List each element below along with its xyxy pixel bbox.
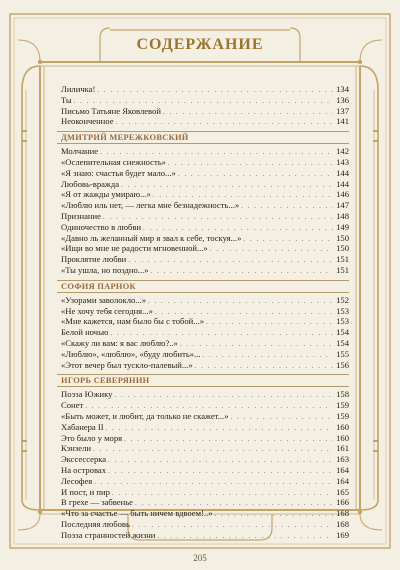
dot-leader xyxy=(195,361,333,372)
toc-entry xyxy=(57,306,349,317)
toc-entry-page: 158 xyxy=(336,389,349,400)
dot-leader xyxy=(128,255,333,266)
toc-entry xyxy=(57,243,349,254)
toc-entry-page: 152 xyxy=(336,294,349,305)
toc-entry-page: 142 xyxy=(336,146,349,157)
dot-leader xyxy=(132,520,333,531)
dot-leader xyxy=(202,350,333,361)
dot-leader xyxy=(148,296,333,307)
toc-entry-title: «Люблю иль нет, — легка мне безнадежность...» xyxy=(61,200,240,211)
toc-entry-page: 164 xyxy=(336,464,349,475)
dot-leader xyxy=(178,169,333,180)
toc-entry-page: 168 xyxy=(336,508,349,519)
toc-entry-title: «Я от жажды умираю...» xyxy=(61,189,151,200)
toc-entry-title: Лесофея xyxy=(61,475,93,486)
toc-entry-page: 165 xyxy=(336,486,349,497)
dot-leader xyxy=(163,107,333,118)
toc-entry xyxy=(57,179,349,190)
toc-entry-title: Проклятие любви xyxy=(61,254,127,265)
toc-entry xyxy=(57,146,349,157)
toc-entry-title: Сонет xyxy=(61,400,84,411)
toc-entry xyxy=(57,168,349,179)
toc-entry xyxy=(57,349,349,360)
toc-entry-page: 166 xyxy=(336,497,349,508)
toc-entry xyxy=(57,411,349,422)
toc-entry-title: Неоконченное xyxy=(61,116,114,127)
toc-entry xyxy=(57,157,349,168)
toc-entry-title: Письмо Татьяне Яковлевой xyxy=(61,105,161,116)
dot-leader xyxy=(116,117,333,128)
toc-entry xyxy=(57,360,349,371)
toc-entry-page: 153 xyxy=(336,305,349,316)
table-of-contents xyxy=(57,84,349,540)
toc-entry xyxy=(57,211,349,222)
toc-entry-page: 159 xyxy=(336,410,349,421)
toc-entry-title: Любовь-вражда xyxy=(61,178,120,189)
toc-entry xyxy=(57,233,349,244)
dot-leader xyxy=(94,477,333,488)
toc-entry-title: Кэнзели xyxy=(61,443,92,454)
toc-entry-title: «Ты ушла, но поздно...» xyxy=(61,264,149,275)
toc-entry-title: Одиночество в любви xyxy=(61,221,142,232)
toc-entry-title: «Ослепительная снежность» xyxy=(61,156,166,167)
toc-entry-page: 160 xyxy=(336,421,349,432)
dot-leader xyxy=(108,466,333,477)
dot-leader xyxy=(231,412,333,423)
dot-leader xyxy=(151,266,333,277)
dot-leader xyxy=(157,531,333,542)
toc-entry-title: «Быть может, и любит, да только не скажет...» xyxy=(61,410,229,421)
section-heading: ИГОРЬ СЕВЕРЯНИН xyxy=(57,374,349,387)
toc-entry-title: Ты xyxy=(61,94,72,105)
toc-entry-page: 137 xyxy=(336,105,349,116)
page-number: 205 xyxy=(193,553,207,563)
section-heading: СОФИЯ ПАРНОК xyxy=(57,280,349,293)
toc-entry xyxy=(57,200,349,211)
toc-entry-page: 150 xyxy=(336,243,349,254)
dot-leader xyxy=(108,455,333,466)
toc-entry-page: 150 xyxy=(336,232,349,243)
toc-entry xyxy=(57,316,349,327)
dot-leader xyxy=(93,444,333,455)
toc-entry-page: 161 xyxy=(336,443,349,454)
dot-leader xyxy=(206,317,333,328)
toc-entry-title: «Люблю», «люблю», «буду любить»... xyxy=(61,348,201,359)
toc-entry xyxy=(57,443,349,454)
toc-entry-title: Это было у моря xyxy=(61,432,123,443)
dot-leader xyxy=(106,423,333,434)
toc-entry-page: 156 xyxy=(336,359,349,370)
toc-entry-page: 146 xyxy=(336,189,349,200)
toc-entry xyxy=(57,476,349,487)
toc-entry xyxy=(57,422,349,433)
dot-leader xyxy=(114,390,333,401)
dot-leader xyxy=(112,488,333,499)
toc-entry xyxy=(57,265,349,276)
toc-entry xyxy=(57,84,349,95)
toc-entry xyxy=(57,254,349,265)
toc-entry-title: «Не хочу тебя сегодня...» xyxy=(61,305,153,316)
toc-entry xyxy=(57,189,349,200)
toc-entry-page: 163 xyxy=(336,454,349,465)
toc-entry xyxy=(57,454,349,465)
toc-entry xyxy=(57,295,349,306)
toc-entry-title: «Что за счастье — быть ничем вдвоем!..» xyxy=(61,508,213,519)
toc-entry-page: 164 xyxy=(336,475,349,486)
toc-entry-title: И пост, и пир xyxy=(61,486,110,497)
toc-entry-title: На островах xyxy=(61,464,107,475)
toc-entry-page: 160 xyxy=(336,432,349,443)
toc-entry xyxy=(57,508,349,519)
toc-entry-title: «Узорами заволокло...» xyxy=(61,294,147,305)
toc-entry xyxy=(57,433,349,444)
toc-entry-page: 148 xyxy=(336,210,349,221)
dot-leader xyxy=(180,339,333,350)
toc-entry-title: Экссессерка xyxy=(61,454,107,465)
toc-entry-page: 136 xyxy=(336,94,349,105)
toc-entry-page: 149 xyxy=(336,221,349,232)
dot-leader xyxy=(241,201,333,212)
toc-entry-title: Признание xyxy=(61,210,101,221)
toc-entry-title: Поэза странностей жизни xyxy=(61,529,156,540)
toc-entry xyxy=(57,338,349,349)
dot-leader xyxy=(124,434,333,445)
toc-entry-title: «Давно ль желанный мир я звал к себе, тоскуя...» xyxy=(61,232,242,243)
toc-entry-page: 147 xyxy=(336,200,349,211)
toc-entry xyxy=(57,497,349,508)
toc-entry-page: 155 xyxy=(336,348,349,359)
dot-leader xyxy=(121,180,333,191)
toc-entry-page: 141 xyxy=(336,116,349,127)
toc-entry-title: Поэза Южику xyxy=(61,389,113,400)
toc-entry-title: «Этот вечер был тускло-палевый...» xyxy=(61,359,193,370)
page-title: СОДЕРЖАНИЕ xyxy=(136,36,264,53)
toc-entry-title: Хабанера II xyxy=(61,421,104,432)
toc-entry xyxy=(57,389,349,400)
toc-entry-page: 134 xyxy=(336,84,349,94)
toc-entry-title: Белой ночью xyxy=(61,327,109,338)
toc-entry-page: 169 xyxy=(336,529,349,540)
dot-leader xyxy=(168,158,333,169)
toc-entry-page: 144 xyxy=(336,167,349,178)
section-heading: ДМИТРИЙ МЕРЕЖКОВСКИЙ xyxy=(57,131,349,144)
toc-entry xyxy=(57,465,349,476)
toc-entry-page: 153 xyxy=(336,316,349,327)
toc-entry-page: 154 xyxy=(336,327,349,338)
toc-entry-page: 151 xyxy=(336,264,349,275)
toc-entry xyxy=(57,95,349,106)
toc-entry-page: 143 xyxy=(336,156,349,167)
toc-entry-page: 151 xyxy=(336,254,349,265)
toc-entry xyxy=(57,116,349,127)
toc-entry xyxy=(57,530,349,541)
toc-entry-title: «Мне кажется, нам было бы с тобой...» xyxy=(61,316,205,327)
toc-entry-title: В грехе — забвенье xyxy=(61,497,133,508)
toc-entry xyxy=(57,222,349,233)
toc-entry xyxy=(57,327,349,338)
toc-entry-title: Лиличка! xyxy=(61,84,96,94)
toc-entry-page: 168 xyxy=(336,518,349,529)
toc-entry-title: Последняя любовь xyxy=(61,518,130,529)
toc-entry xyxy=(57,400,349,411)
dot-leader xyxy=(97,85,333,96)
toc-entry-title: «Скажу ли вам: я вас люблю?..» xyxy=(61,337,178,348)
toc-entry-title: Молчание xyxy=(61,146,99,157)
dot-leader xyxy=(210,244,333,255)
toc-entry-page: 144 xyxy=(336,178,349,189)
toc-entry xyxy=(57,106,349,117)
toc-entry xyxy=(57,519,349,530)
toc-entry xyxy=(57,487,349,498)
toc-entry-title: «Я знаю: счастья будет мало...» xyxy=(61,167,176,178)
dot-leader xyxy=(215,509,333,520)
dot-leader xyxy=(243,234,333,245)
toc-entry-page: 159 xyxy=(336,400,349,411)
toc-entry-title: «Ищи во мне не радости мгновенной...» xyxy=(61,243,208,254)
toc-entry-page: 154 xyxy=(336,337,349,348)
